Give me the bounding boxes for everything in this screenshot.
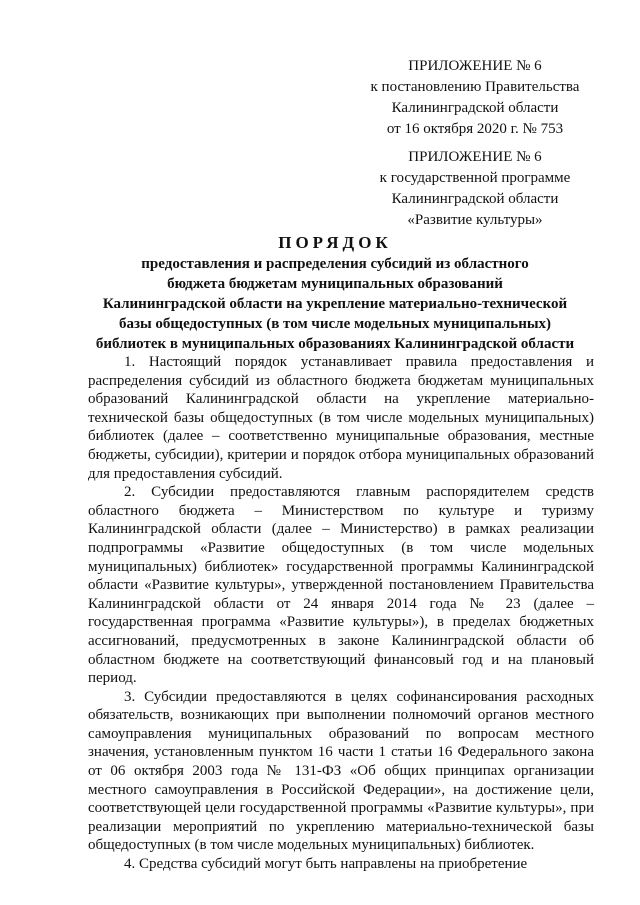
annex-resolution-line: ПРИЛОЖЕНИЕ № 6 <box>408 58 542 74</box>
paragraph-4: 4. Средства субсидий могут быть направлены на приобретение <box>124 856 528 873</box>
subtitle-line: Калининградской области на укрепление материально-технической <box>102 296 568 312</box>
paragraph-3: 3. Субсидии предоставляются в целях софинансирования расходных обязательств, возникающих при выполнении полномочий органов местного самоуправления муниципальных образований по вопросам местного значения, установленным пунктом 16 части 1 статьи 16 Федерального закона от 06 октября 2003 года № 131-ФЗ «Об общих принципах организации местного самоуправления в Российской Федерации», на достижение цели, соответствующей цели государственной программы «Развитие культуры», при реализации мероприятий по укреплению материально-технической базы общедоступных (в том числе модельных муниципальных) библиотек. <box>88 688 594 854</box>
annex-resolution-header <box>340 56 610 140</box>
document-body <box>88 353 594 874</box>
annex-program-header <box>340 147 610 231</box>
subtitle-line: бюджета бюджетам муниципальных образований <box>167 276 503 292</box>
document-subtitle <box>80 254 590 354</box>
annex-resolution-line: к постановлению Правительства <box>370 79 580 95</box>
annex-resolution-line: Калининградской области <box>391 100 559 116</box>
annex-program-line: к государственной программе <box>379 170 571 186</box>
annex-program-line: «Развитие культуры» <box>407 212 543 228</box>
annex-program-line: ПРИЛОЖЕНИЕ № 6 <box>408 149 542 165</box>
paragraph-2: 2. Субсидии предоставляются главным распорядителем средств областного бюджета – Министерством по культуре и туризму Калининградской области (далее – Министерство) в рамках реализации подпрограммы «Развитие общедоступных (в том числе модельных муниципальных) библиотек» государственной программы Калининградской области «Развитие культуры», утвержденной постановлением Правительства Калининградской области от 24 января 2014 года № 23 (далее – государственная программа «Развитие культуры»), в пределах бюджетных ассигнований, предусмотренных в законе Калининградской области об областном бюджете на соответствующий финансовый год и на плановый период. <box>88 484 594 687</box>
title-block <box>80 232 590 354</box>
subtitle-line: предоставления и распределения субсидий из областного <box>141 256 529 272</box>
subtitle-line: базы общедоступных (в том числе модельных муниципальных) <box>118 316 552 332</box>
document-title: ПОРЯДОК <box>278 233 392 252</box>
annex-resolution-date-line: от 16 октября 2020 г. № 753 <box>386 121 564 137</box>
subtitle-line: библиотек в муниципальных образованиях Калининградской области <box>95 336 575 352</box>
paragraph-1: 1. Настоящий порядок устанавливает правила предоставления и распределения субсидий из областного бюджета бюджетам муниципальных образований Калининградской области на укрепление материально-технической базы общедоступных (в том числе модельных муниципальных) библиотек (далее – соответственно муниципальные образования, местные бюджеты, субсидии), критерии и порядок отбора муниципальных образований для предоставления субсидий. <box>88 354 594 482</box>
annex-program-line: Калининградской области <box>391 191 559 207</box>
